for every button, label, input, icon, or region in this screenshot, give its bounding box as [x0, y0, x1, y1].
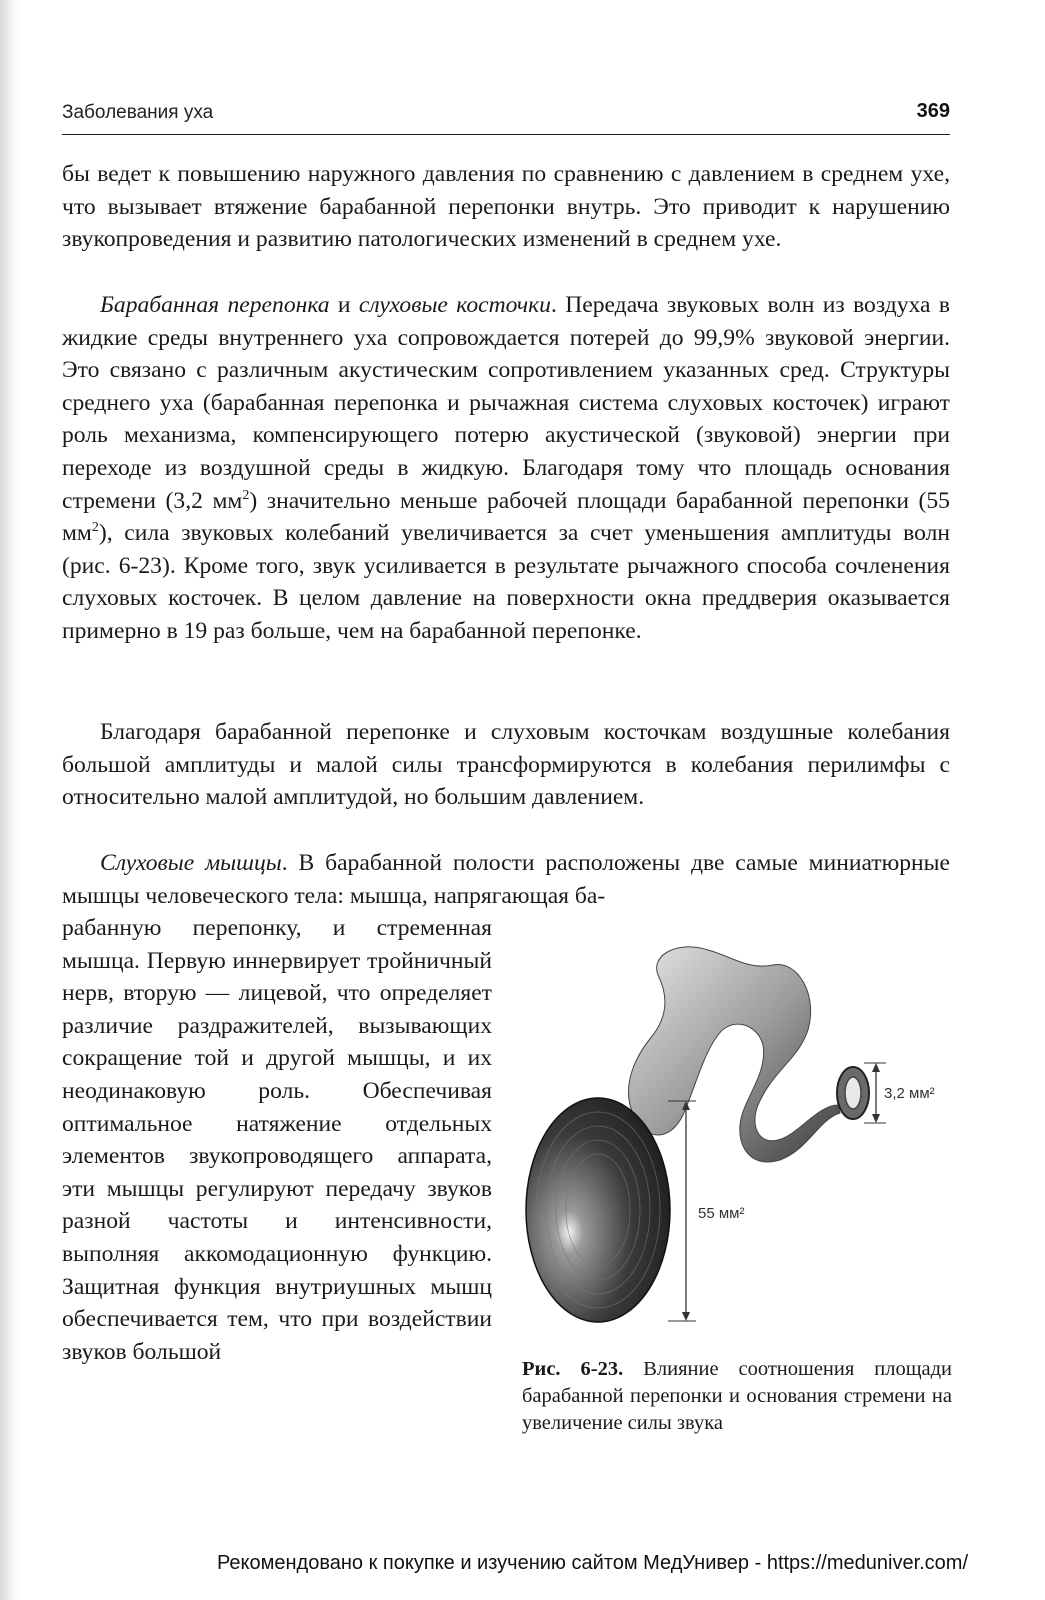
- figure-caption: [522, 1356, 952, 1437]
- superscript: 2: [242, 487, 250, 503]
- page-edge-shadow: [0, 0, 20, 1600]
- label-membrane-area: 55 мм²: [698, 1205, 745, 1222]
- superscript: 2: [91, 520, 99, 536]
- conjunction: и: [329, 292, 359, 318]
- term-tympanic-membrane: Барабанная перепонка: [100, 292, 330, 318]
- running-title: Заболевания уха: [62, 102, 214, 123]
- label-stapes-area: 3,2 мм²: [884, 1085, 935, 1102]
- paragraph-2-text-c: ), сила звуковых колебаний увеличивается за счет уменьшения амплитуды волн (рис. 6-23). Кроме того, звук усиливается в результате рычажного способа сочленения слуховых косточек. В целом давление на поверхности окна преддверия оказывается примерно в 19 раз больше, чем на барабанной перепонке.: [62, 520, 950, 644]
- tympanic-membrane: [526, 1098, 670, 1322]
- term-ossicles: слуховые косточки: [358, 292, 551, 318]
- paragraph-2-text-b: ) значительно меньше рабочей площади барабанной перепонки (55 мм: [62, 487, 950, 547]
- paragraph-4-text-a: . В барабанной полости расположены две самые миниатюрные мышцы человеческого тела: мышца, напрягающая ба-: [62, 850, 950, 909]
- footer-text: Рекомендовано к покупке и изучению сайтом МедУнивер - https://meduniver.com/: [216, 1552, 969, 1574]
- paragraph-4: [62, 847, 950, 912]
- page-number: 369: [916, 100, 950, 122]
- paragraph-2: [62, 289, 950, 648]
- paragraph-2-text-a: . Передача звуковых волн из воздуха в жидкие среды внутреннего уха сопровождается потерей до 99,9% звуковой энергии. Это связано с различным акустическим сопротивлением указанных сред. Структуры среднего уха (барабанная перепонка и рычажная система слуховых косточек) играют роль механизма, компенсирующего потерю акустической (звуковой) энергии при переходе из воздушной среды в жидкую. Благодаря тому что площадь основания стремени (3,2 мм: [62, 292, 950, 514]
- figure-caption-text: Влияние соотношения площади барабанной перепонки и основания стремени на увеличение силы звука: [522, 1358, 952, 1434]
- footer-note: [0, 1552, 1045, 1575]
- paragraph-4-continued: рабанную перепонку, и стременная мышца. Первую иннервирует тройничный нерв, вторую — лицевой, что определяет различие раздражителей, вызывающих сокращение той и другой мышцы, и их неодинаковую роль. Обеспечивая оптимальное натяжение отдельных элементов звукопроводящего аппарата, эти мышцы регулируют передачу звуков разной частоты и интенсивности, выполняя аккомодационную функцию. Защитная функция внутриушных мышц обеспечивается тем, что при воздействии звуков большой: [62, 915, 492, 1365]
- figure-6-23: [518, 935, 958, 1335]
- figure-number: Рис. 6-23.: [522, 1358, 624, 1380]
- malleus-shape: [629, 947, 840, 1162]
- running-head: [62, 100, 950, 135]
- ossicle-illustration: [518, 935, 958, 1335]
- paragraph-3: Благодаря барабанной перепонке и слуховым косточкам воздушные колебания большой амплитуды и малой силы трансформируются в колебания перилимфы с относительно малой амплитудой, но большим давлением.: [62, 719, 950, 811]
- paragraph-1: бы ведет к повышению наружного давления по сравнению с давлением в среднем ухе, что вызывает втяжение барабанной перепонки внутрь. Это приводит к нарушению звукопроведения и развитию патологических изменений в среднем ухе.: [62, 161, 950, 253]
- term-auditory-muscles: Слуховые мышцы: [100, 850, 282, 876]
